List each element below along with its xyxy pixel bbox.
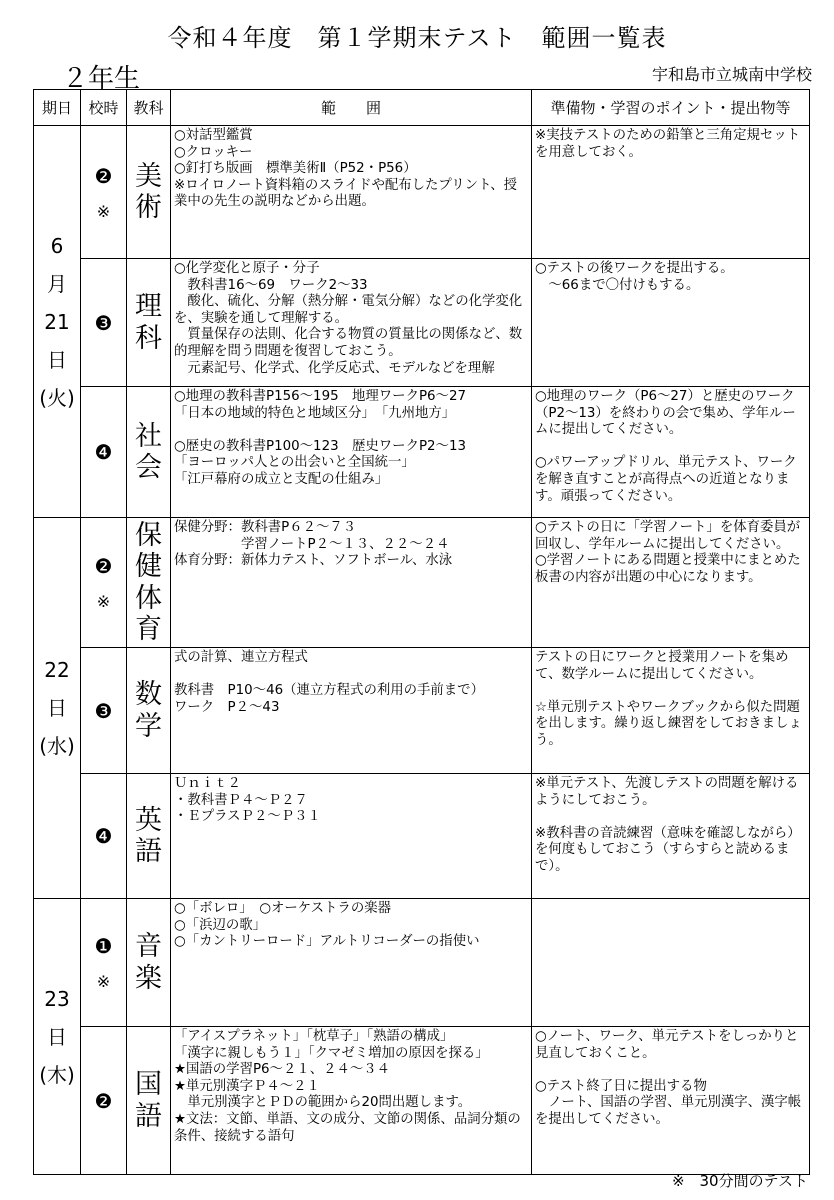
table-row (34, 387, 810, 518)
notes-cell (532, 774, 810, 899)
table-row (34, 774, 810, 899)
range-line: 体育分野：新体力テスト、ソフトボール、水泳 (174, 553, 453, 569)
range-line: ・ＥプラスＰ２〜Ｐ３１ (174, 809, 321, 825)
subject-cell (127, 387, 171, 518)
subject-char: 語 (135, 1100, 162, 1132)
subject-cell (127, 648, 171, 774)
table-row (34, 899, 810, 1027)
subject-char: 楽 (135, 962, 162, 994)
subject-char: 体 (135, 582, 162, 614)
notes-line (535, 683, 806, 700)
subject-char: 学 (135, 710, 162, 742)
range-line: ○対話型鑑賞 (174, 128, 253, 143)
notes-cell (532, 259, 810, 387)
notes-cell (532, 648, 810, 774)
subject-char: 保 (135, 520, 162, 552)
header-range: 範 囲 (171, 90, 532, 126)
date-line: 23 (44, 986, 70, 1011)
subject-cell (127, 899, 171, 1027)
date-line: 月 (47, 271, 67, 296)
range-line: ○釘打ち版画 標準美術Ⅱ（P52・P56） (174, 161, 417, 177)
period-cell (81, 259, 127, 387)
range-line: ・教科書Ｐ４〜Ｐ２７ (174, 792, 308, 808)
range-line: ○「カントリーロード」アルトリコーダーの指使い (174, 934, 480, 950)
subject-cell (127, 259, 171, 387)
subject-char: 音 (135, 931, 162, 963)
period-cell (81, 648, 127, 774)
footnote: ※ 30分間のテスト (671, 1172, 808, 1190)
table-row (34, 259, 810, 387)
short-test-mark: ※ (96, 201, 111, 221)
period-number: ❷ (94, 554, 113, 578)
subject-cell (127, 126, 171, 259)
range-line: 「漢字に親しもう１」「クマゼミ増加の原因を探る」 (174, 1045, 489, 1061)
notes-line: ※実技テストのための鉛筆と三角定規セットを用意しておく。 (535, 128, 801, 160)
period-cell (81, 518, 127, 648)
date-line: 日 (47, 1024, 67, 1049)
subject-char: 英 (135, 804, 162, 836)
range-line: 式の計算、連立方程式 (174, 650, 308, 665)
range-cell (171, 899, 532, 1027)
grade-label: ２年生 (62, 64, 141, 94)
range-line: 「江戸幕府の成立と支配の仕組み」 (174, 472, 389, 488)
range-line: 元素記号、化学式、化学反応式、モデルなどを理解 (174, 360, 495, 376)
table-row (34, 126, 810, 259)
range-cell (171, 126, 532, 259)
range-cell (171, 259, 532, 387)
subject-char: 術 (135, 192, 162, 223)
subject-cell (127, 1027, 171, 1175)
range-line: 「ヨーロッパ人との出会いと全国統一」 (174, 455, 415, 471)
subject-char: 科 (135, 322, 162, 354)
range-line: 教科書 P10〜46（連立方程式の利用の手前まで） (174, 683, 484, 699)
notes-line: ○テストの日に「学習ノート」を体育委員が回収し、学年ルームに提出してください。 (535, 520, 801, 552)
date-line: 6 (50, 233, 64, 258)
date-line: 21 (44, 309, 70, 334)
header-notes: 準備物・学習のポイント・提出物等 (532, 90, 810, 126)
notes-line: テストの日にワークと授業用ノートを集めて、数学ルームに提出してください。 (535, 650, 789, 682)
period-number: ❹ (94, 440, 113, 464)
period-number: ❸ (94, 310, 113, 335)
range-line: ワーク P２〜43 (174, 699, 280, 715)
header-subject: 教科 (127, 90, 171, 126)
header-period: 校時 (81, 90, 127, 126)
table-row (34, 648, 810, 774)
range-line: ○クロッキー (174, 144, 253, 160)
period-cell (81, 126, 127, 259)
short-test-mark: ※ (96, 972, 111, 991)
date-cell (34, 518, 81, 899)
notes-line: ※教科書の音読練習（意味を確認しながら）を何度もしておこう（すらすらと読めるまで）。 (535, 825, 801, 875)
subject-cell (127, 774, 171, 899)
date-line: 日 (47, 347, 67, 372)
range-line: 学習ノートP２〜１３、２２〜２４ (174, 536, 450, 552)
notes-cell (532, 1027, 810, 1175)
notes-line (535, 439, 806, 456)
notes-line: ○テスト終了日に提出する物 (535, 1078, 707, 1094)
range-line: 質量保存の法則、化合する物質の質量比の関係など、数的理解を問う問題を復習しておこう。 (174, 327, 523, 360)
range-line: 教科書16〜69 ワーク2〜33 (174, 277, 368, 293)
range-line: 「日本の地域的特色と地域区分」 「九州地方」 (174, 405, 456, 421)
notes-line: ○学習ノートにある問題と授業中にまとめた板書の内容が出題の中心になります。 (535, 553, 801, 585)
subject-char: 健 (135, 551, 162, 583)
period-number: ❷ (94, 163, 113, 188)
notes-line (535, 1062, 806, 1079)
period-cell (81, 1027, 127, 1175)
range-cell (171, 1027, 532, 1175)
date-cell (34, 126, 81, 518)
range-line (174, 667, 528, 684)
date-line: (木) (39, 1062, 75, 1087)
notes-cell (532, 387, 810, 518)
period-cell (81, 774, 127, 899)
subject-char: 育 (135, 613, 162, 645)
period-cell (81, 387, 127, 518)
notes-line: 〜66まで〇付けもする。 (535, 277, 700, 293)
page-title: 令和４年度 第１学期末テスト 範囲一覧表 (167, 24, 667, 52)
table-row (34, 518, 810, 648)
subject-char: 語 (135, 836, 162, 867)
subject-char: 会 (135, 452, 162, 483)
subject-char: 美 (135, 160, 162, 192)
period-number: ❸ (94, 698, 113, 723)
notes-line: ☆単元別テストやワークブックから似た問題を出します。繰り返し練習をしておきましょう。 (535, 699, 802, 749)
subject-cell (127, 518, 171, 648)
notes-line: ※単元テスト、先渡しテストの問題を解けるようにしておこう。 (535, 776, 799, 808)
notes-cell (532, 518, 810, 648)
school-name: 宇和島市立城南中学校 (651, 65, 812, 84)
range-line: ※ロイロノート資料箱のスライドや配布したプリント、授業中の先生の説明などから出題。 (174, 177, 518, 210)
range-line: ★国語の学習P6〜２１、２４〜３４ (174, 1062, 391, 1078)
range-line (174, 422, 528, 439)
range-line: ○歴史の教科書P100〜123 歴史ワークP2〜13 (174, 438, 466, 454)
range-cell (171, 518, 532, 648)
notes-cell (532, 126, 810, 259)
exam-range-table (33, 89, 810, 1175)
header-day: 期日 (34, 90, 81, 126)
period-number: ❷ (94, 1088, 113, 1113)
range-line: ○「ボレロ」 ○オーケストラの楽器 (174, 901, 391, 916)
period-number: ❶ (94, 934, 113, 958)
date-line: (火) (39, 385, 75, 410)
date-line: (水) (39, 734, 75, 758)
subject-char: 理 (135, 291, 162, 323)
range-cell (171, 648, 532, 774)
notes-line: ノート、国語の学習、単元別漢字、漢字帳を提出してください。 (535, 1095, 802, 1128)
range-line: 「アイスプラネット」「枕草子」「熟語の構成」 (174, 1029, 454, 1044)
range-cell (171, 387, 532, 518)
range-line: 単元別漢字とＰＤの範囲から20問出題します。 (174, 1095, 472, 1111)
period-number: ❹ (94, 824, 113, 848)
notes-line: ○テストの後ワークを提出する。 (535, 261, 734, 276)
range-line: ○化学変化と原子・分子 (174, 261, 320, 276)
table-header-row (34, 90, 810, 126)
table-row (34, 1027, 810, 1175)
range-cell (171, 774, 532, 899)
range-line: 保健分野：教科書P６２〜７３ (174, 520, 357, 535)
subject-char: 数 (135, 679, 162, 711)
period-cell (81, 899, 127, 1027)
range-line: ○「浜辺の歌」 (174, 917, 267, 933)
date-line: 日 (47, 696, 67, 720)
range-line: Ｕｎｉｔ２ (174, 776, 241, 791)
short-test-mark: ※ (96, 592, 111, 611)
notes-cell (532, 899, 810, 1027)
range-line: ○地理の教科書P156〜195 地理ワークP6〜27 (174, 389, 466, 404)
notes-line: ○パワーアップドリル、単元テスト、ワークを解き直すことが高得点への近道となります。頑張ってください。 (535, 455, 797, 504)
notes-line: ○地理のワーク（P6〜27）と歴史のワーク（P2〜13）を終わりの会で集め、学年ルームに提出してください。 (535, 389, 796, 438)
subject-char: 社 (135, 420, 162, 452)
notes-line: ○ノート、ワーク、単元テストをしっかりと見直しておくこと。 (535, 1029, 799, 1061)
range-line: ★文法：文節、単語、文の成分、文節の関係、品詞分類の条件、接続する語句 (174, 1112, 521, 1144)
range-line: ★単元別漢字Ｐ４〜２１ (174, 1078, 320, 1094)
range-line: 酸化、硫化、分解（熱分解・電気分解）などの化学変化を、実験を通して理解する。 (174, 294, 523, 326)
notes-line (535, 809, 806, 826)
date-cell (34, 899, 81, 1175)
date-line: 22 (44, 658, 70, 682)
subject-char: 国 (135, 1069, 162, 1101)
